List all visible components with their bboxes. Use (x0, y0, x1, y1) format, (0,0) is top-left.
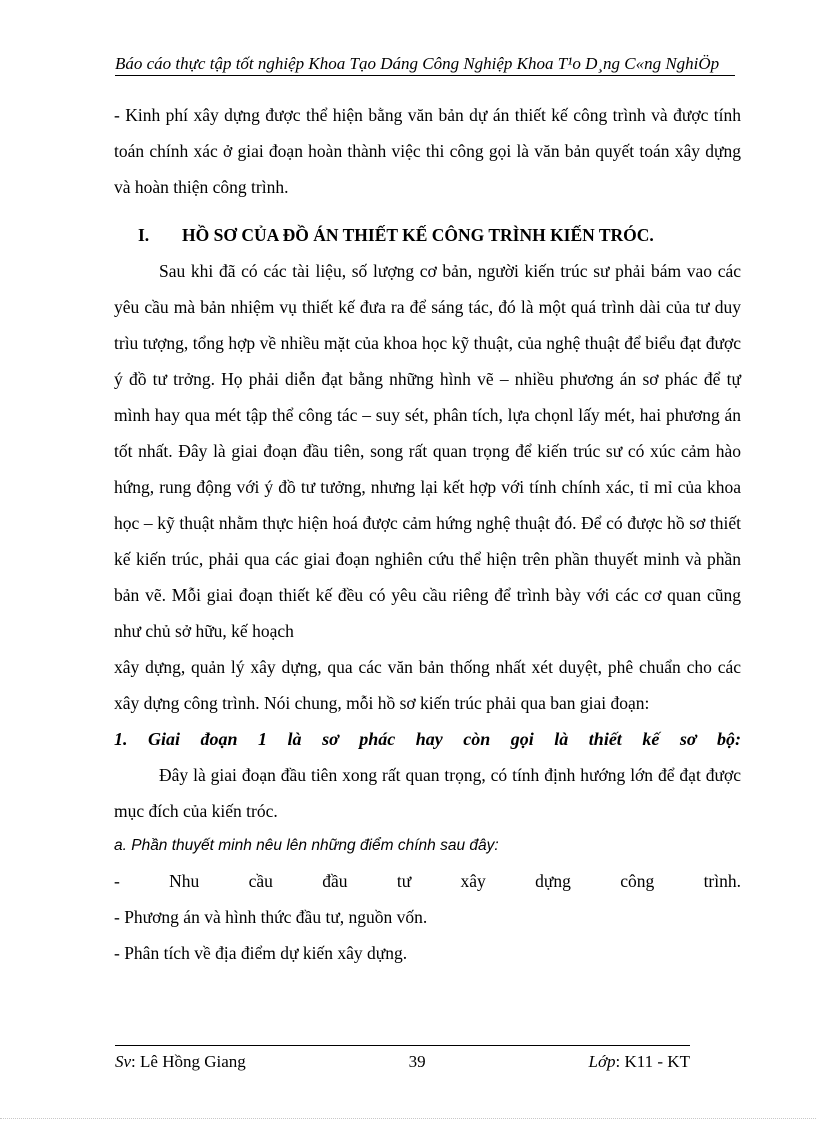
class-label: Lớp (588, 1052, 616, 1071)
footer-class (589, 1052, 690, 1072)
section-number: I. (138, 225, 150, 245)
page-edge-divider (0, 1118, 816, 1119)
intro-paragraph: - Kinh phí xây dựng được thể hiện bằng văn bản dự án thiết kế công trình và được tính toán chính xác ở giai đoạn hoàn thành việc thi công gọi là văn bản quyết toán xây dựng và hoàn thiện công trình. (114, 105, 741, 197)
stage-heading: 1. Giai đoạn 1 là sơ phác hay còn gọi là thiết kế sơ bộ: (114, 729, 741, 749)
bullet-item: - Nhu cầu đầu tư xây dựng công trình. (114, 871, 741, 891)
bullet-item: - Phương án và hình thức đầu tư, nguồn vốn. (114, 907, 428, 927)
bullet-item: - Phân tích về địa điểm dự kiến xây dựng. (114, 943, 408, 963)
class-value: : K11 - KT (615, 1052, 690, 1071)
header-text: Báo cáo thực tập tốt nghiệp Khoa Tạo Dáng Công Nghiệp Khoa T¹o D¸ng C«ng NghiÖp (115, 54, 720, 73)
footer-student (115, 1052, 246, 1072)
student-name: : Lê Hồng Giang (131, 1052, 246, 1071)
page-number: 39 (408, 1052, 426, 1071)
page-footer (115, 1045, 690, 1072)
body-paragraph-2: xây dựng, quản lý xây dựng, qua các văn bản thống nhất xét duyệt, phê chuẩn cho các xây dựng công trình. Nói chung, mỗi hồ sơ kiến trúc phải qua ban giai đoạn: (114, 657, 741, 713)
section-heading (114, 217, 741, 253)
explanation-heading: a. Phần thuyết minh nêu lên những điểm chính sau đây: (114, 837, 499, 854)
stage-paragraph: Đây là giai đoạn đầu tiên xong rất quan trọng, có tính định hướng lớn để đạt được mục đích của kiến tróc. (114, 765, 741, 821)
section-title: HỒ SƠ CỦA ĐỒ ÁN THIẾT KẾ CÔNG TRÌNH KIẾN TRÓC. (182, 225, 654, 245)
page-header (115, 54, 735, 76)
page-body (114, 97, 741, 971)
student-label: Sv (115, 1052, 132, 1071)
body-paragraph-1: Sau khi đã có các tài liệu, số lượng cơ bản, người kiến trúc sư phải bám vao các yêu cầu mà bản nhiệm vụ thiết kế đưa ra để sáng tác, đó là một quá trình dài của tư duy trìu tượng, tổng hợp về nhiều mặt của khoa học kỹ thuật, của nghệ thuật để biểu đạt được ý đồ tư trởng. Họ phải diễn đạt bằng những hình vẽ – nhiều phương án sơ phác để tự mình hay qua mét tập thể công tác – suy sét, phân tích, lựa chọnl lấy mét, hai phương án tốt nhất. Đây là giai đoạn đầu tiên, song rất quan trọng để kiến trúc sư có xúc cảm hào hứng, rung động với ý đồ tư tưởng, nhưng lại kết hợp với tính chính xác, tỉ mỉ của khoa học – kỹ thuật nhằm thực hiện hoá được cảm hứng nghệ thuật đó. Để có được hồ sơ thiết kế kiến trúc, phải qua các giai đoạn nghiên cứu thể hiện trên phần thuyết minh và phần bản vẽ. Mỗi giai đoạn thiết kế đều có yêu cầu riêng để trình bày với các cơ quan cũng như chủ sở hữu, kế hoạch (114, 261, 741, 641)
